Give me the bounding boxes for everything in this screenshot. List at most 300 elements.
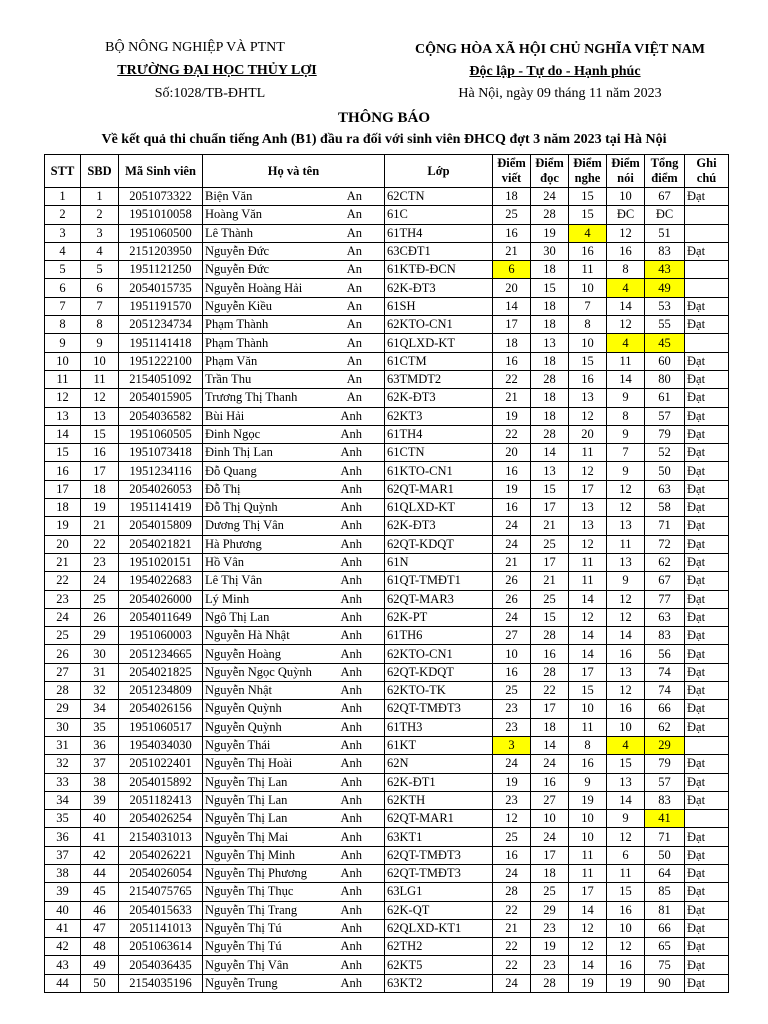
- sbd-cell: 11: [81, 370, 119, 388]
- full-name-cell: [203, 572, 385, 590]
- reading-score-cell: 28: [531, 663, 569, 681]
- sbd-cell: 42: [81, 846, 119, 864]
- stt-cell: 28: [45, 682, 81, 700]
- total-score-cell: 50: [645, 462, 685, 480]
- class-cell: 62QT-MAR1: [385, 480, 493, 498]
- note-cell: [685, 279, 729, 297]
- full-name-cell: [203, 334, 385, 352]
- listening-score-cell: 19: [569, 974, 607, 992]
- full-name-cell: [203, 370, 385, 388]
- given-name: Anh: [340, 628, 362, 643]
- writing-score-cell: 12: [493, 810, 531, 828]
- writing-score-cell: 22: [493, 425, 531, 443]
- surname: Nguyễn Nhật: [205, 683, 272, 698]
- note-cell: Đạt: [685, 682, 729, 700]
- reading-score-cell: 24: [531, 188, 569, 206]
- class-cell: 61SH: [385, 297, 493, 315]
- full-name-cell: [203, 462, 385, 480]
- listening-score-cell: 14: [569, 956, 607, 974]
- full-name-cell: [203, 755, 385, 773]
- given-name: Anh: [340, 884, 362, 899]
- listening-score-cell: 8: [569, 316, 607, 334]
- given-name: Anh: [340, 646, 362, 661]
- reading-score-cell: 14: [531, 444, 569, 462]
- surname: Nguyễn Hoàng: [205, 646, 282, 661]
- speaking-score-cell: 9: [607, 810, 645, 828]
- reading-score-cell: 15: [531, 480, 569, 498]
- table-row: [45, 755, 729, 773]
- total-score-cell: 64: [645, 864, 685, 882]
- sbd-cell: 40: [81, 810, 119, 828]
- note-cell: Đạt: [685, 846, 729, 864]
- surname: Phạm Thành: [205, 317, 269, 332]
- surname: Đinh Ngọc: [205, 427, 261, 441]
- student-id-cell: 2154051092: [119, 370, 203, 388]
- col-stt: STT: [45, 155, 81, 188]
- table-row: [45, 499, 729, 517]
- col-full-name: Họ và tên: [203, 155, 385, 188]
- class-cell: 62KTO-CN1: [385, 316, 493, 334]
- class-cell: 62KTH: [385, 791, 493, 809]
- speaking-score-cell: 8: [607, 261, 645, 279]
- speaking-score-cell: 10: [607, 718, 645, 736]
- speaking-score-cell: 10: [607, 919, 645, 937]
- student-id-cell: 2054015892: [119, 773, 203, 791]
- listening-score-cell: 13: [569, 389, 607, 407]
- given-name: Anh: [340, 591, 362, 606]
- total-score-cell: 74: [645, 682, 685, 700]
- student-id-cell: 2054021821: [119, 535, 203, 553]
- surname: Nguyễn Trung: [205, 975, 278, 990]
- note-cell: Đạt: [685, 901, 729, 919]
- surname: Lê Thành: [205, 225, 254, 240]
- note-cell: Đạt: [685, 828, 729, 846]
- stt-cell: 15: [45, 444, 81, 462]
- speaking-score-cell: 12: [607, 608, 645, 626]
- sbd-cell: 13: [81, 407, 119, 425]
- ministry-name: BỘ NÔNG NGHIỆP VÀ PTNT: [105, 40, 285, 55]
- stt-cell: 27: [45, 663, 81, 681]
- stt-cell: 12: [45, 389, 81, 407]
- stt-cell: 42: [45, 938, 81, 956]
- note-cell: [685, 261, 729, 279]
- listening-score-cell: 11: [569, 553, 607, 571]
- full-name-cell: [203, 224, 385, 242]
- speaking-score-cell: 4: [607, 334, 645, 352]
- writing-score-cell: 23: [493, 791, 531, 809]
- full-name-cell: [203, 938, 385, 956]
- speaking-score-cell: 6: [607, 846, 645, 864]
- note-cell: Đạt: [685, 938, 729, 956]
- stt-cell: 4: [45, 242, 81, 260]
- surname: Nguyễn Thị Mai: [205, 829, 289, 844]
- table-row: [45, 206, 729, 224]
- note-cell: Đạt: [685, 700, 729, 718]
- given-name: Anh: [340, 408, 362, 423]
- given-name: An: [346, 244, 362, 259]
- table-row: [45, 370, 729, 388]
- full-name-cell: [203, 919, 385, 937]
- full-name-cell: [203, 956, 385, 974]
- note-cell: [685, 334, 729, 352]
- table-row: [45, 773, 729, 791]
- stt-cell: 30: [45, 718, 81, 736]
- listening-score-cell: 19: [569, 791, 607, 809]
- sbd-cell: 34: [81, 700, 119, 718]
- sbd-cell: 32: [81, 682, 119, 700]
- listening-score-cell: 11: [569, 718, 607, 736]
- listening-score-cell: 8: [569, 736, 607, 754]
- student-id-cell: 2051141013: [119, 919, 203, 937]
- reading-score-cell: 19: [531, 224, 569, 242]
- surname: Dương Thị Vân: [205, 518, 284, 533]
- total-score-cell: 83: [645, 242, 685, 260]
- speaking-score-cell: 12: [607, 316, 645, 334]
- sbd-cell: 26: [81, 608, 119, 626]
- given-name: Anh: [340, 866, 362, 881]
- note-cell: Đạt: [685, 919, 729, 937]
- col-student-id: Mã Sinh viên: [119, 155, 203, 188]
- reading-score-cell: 15: [531, 608, 569, 626]
- note-cell: Đạt: [685, 627, 729, 645]
- writing-score-cell: 18: [493, 334, 531, 352]
- listening-score-cell: 10: [569, 828, 607, 846]
- reading-score-cell: 14: [531, 736, 569, 754]
- surname: Phạm Thành: [205, 335, 269, 350]
- full-name-cell: [203, 590, 385, 608]
- given-name: Anh: [340, 756, 362, 771]
- class-cell: 63KT1: [385, 828, 493, 846]
- surname: Nguyễn Thị Lan: [205, 792, 288, 807]
- col-class: Lớp: [385, 155, 493, 188]
- col-speaking: Điểm nói: [607, 155, 645, 188]
- full-name-cell: [203, 279, 385, 297]
- stt-cell: 11: [45, 370, 81, 388]
- stt-cell: 40: [45, 901, 81, 919]
- writing-score-cell: 21: [493, 553, 531, 571]
- speaking-score-cell: 13: [607, 517, 645, 535]
- stt-cell: 17: [45, 480, 81, 498]
- writing-score-cell: 23: [493, 718, 531, 736]
- given-name: Anh: [340, 427, 362, 441]
- table-row: [45, 224, 729, 242]
- total-score-cell: 63: [645, 480, 685, 498]
- given-name: Anh: [340, 811, 362, 826]
- listening-score-cell: 10: [569, 334, 607, 352]
- reading-score-cell: 18: [531, 718, 569, 736]
- full-name-cell: [203, 810, 385, 828]
- given-name: An: [346, 189, 362, 204]
- full-name-cell: [203, 535, 385, 553]
- total-score-cell: 79: [645, 425, 685, 443]
- sbd-cell: 6: [81, 279, 119, 297]
- results-table: [44, 154, 729, 993]
- stt-cell: 19: [45, 517, 81, 535]
- reading-score-cell: 28: [531, 974, 569, 992]
- stt-cell: 1: [45, 188, 81, 206]
- writing-score-cell: 16: [493, 352, 531, 370]
- table-row: [45, 334, 729, 352]
- full-name-cell: [203, 700, 385, 718]
- speaking-score-cell: 9: [607, 389, 645, 407]
- given-name: Anh: [340, 536, 362, 551]
- note-cell: Đạt: [685, 663, 729, 681]
- listening-score-cell: 12: [569, 535, 607, 553]
- given-name: Anh: [340, 573, 362, 588]
- writing-score-cell: 25: [493, 206, 531, 224]
- speaking-score-cell: 16: [607, 700, 645, 718]
- reading-score-cell: 10: [531, 810, 569, 828]
- student-id-cell: 1951141419: [119, 499, 203, 517]
- writing-score-cell: 27: [493, 627, 531, 645]
- table-row: [45, 736, 729, 754]
- given-name: Anh: [340, 463, 362, 478]
- given-name: Anh: [340, 500, 362, 515]
- total-score-cell: 77: [645, 590, 685, 608]
- class-cell: 62QT-KDQT: [385, 535, 493, 553]
- surname: Hồ Vân: [205, 555, 245, 570]
- total-score-cell: 41: [645, 810, 685, 828]
- writing-score-cell: 22: [493, 370, 531, 388]
- table-row: [45, 462, 729, 480]
- writing-score-cell: 19: [493, 407, 531, 425]
- sbd-cell: 19: [81, 499, 119, 517]
- sbd-cell: 9: [81, 334, 119, 352]
- full-name-cell: [203, 627, 385, 645]
- note-cell: Đạt: [685, 645, 729, 663]
- class-cell: 61TH4: [385, 425, 493, 443]
- writing-score-cell: 14: [493, 297, 531, 315]
- sbd-cell: 31: [81, 663, 119, 681]
- student-id-cell: 2051182413: [119, 791, 203, 809]
- surname: Trần Thu: [205, 372, 252, 387]
- writing-score-cell: 19: [493, 480, 531, 498]
- writing-score-cell: 10: [493, 645, 531, 663]
- given-name: An: [346, 353, 362, 368]
- surname: Nguyễn Thị Tú: [205, 921, 282, 936]
- writing-score-cell: 25: [493, 682, 531, 700]
- student-id-cell: 2054036582: [119, 407, 203, 425]
- listening-score-cell: 10: [569, 700, 607, 718]
- listening-score-cell: 15: [569, 206, 607, 224]
- note-cell: Đạt: [685, 389, 729, 407]
- table-row: [45, 279, 729, 297]
- writing-score-cell: 3: [493, 736, 531, 754]
- note-cell: Đạt: [685, 535, 729, 553]
- writing-score-cell: 21: [493, 242, 531, 260]
- col-total: Tổng điểm: [645, 155, 685, 188]
- listening-score-cell: 12: [569, 919, 607, 937]
- class-cell: 62KTO-TK: [385, 682, 493, 700]
- full-name-cell: [203, 846, 385, 864]
- sbd-cell: 10: [81, 352, 119, 370]
- listening-score-cell: 12: [569, 938, 607, 956]
- class-cell: 62N: [385, 755, 493, 773]
- note-cell: [685, 224, 729, 242]
- student-id-cell: 2054021825: [119, 663, 203, 681]
- reading-score-cell: 17: [531, 846, 569, 864]
- stt-cell: 29: [45, 700, 81, 718]
- writing-score-cell: 22: [493, 956, 531, 974]
- surname: Ngô Thị Lan: [205, 609, 270, 624]
- sbd-cell: 50: [81, 974, 119, 992]
- stt-cell: 20: [45, 535, 81, 553]
- sbd-cell: 2: [81, 206, 119, 224]
- surname: Nguyễn Thị Minh: [205, 847, 296, 862]
- stt-cell: 35: [45, 810, 81, 828]
- full-name-cell: [203, 974, 385, 992]
- student-id-cell: 1951010058: [119, 206, 203, 224]
- reading-score-cell: 21: [531, 517, 569, 535]
- stt-cell: 3: [45, 224, 81, 242]
- surname: Phạm Văn: [205, 353, 258, 368]
- stt-cell: 24: [45, 608, 81, 626]
- total-score-cell: 61: [645, 389, 685, 407]
- class-cell: 61N: [385, 553, 493, 571]
- student-id-cell: 1951222100: [119, 352, 203, 370]
- note-cell: Đạt: [685, 864, 729, 882]
- writing-score-cell: 23: [493, 700, 531, 718]
- table-row: [45, 883, 729, 901]
- note-cell: Đạt: [685, 974, 729, 992]
- document-number: Số:1028/TB-ĐHTL: [154, 86, 266, 101]
- reading-score-cell: 17: [531, 553, 569, 571]
- table-row: [45, 389, 729, 407]
- full-name-cell: [203, 242, 385, 260]
- note-cell: Đạt: [685, 370, 729, 388]
- writing-score-cell: 18: [493, 188, 531, 206]
- student-id-cell: 1951073418: [119, 444, 203, 462]
- given-name: An: [346, 207, 362, 222]
- stt-cell: 44: [45, 974, 81, 992]
- given-name: Anh: [340, 664, 362, 679]
- stt-cell: 39: [45, 883, 81, 901]
- writing-score-cell: 28: [493, 883, 531, 901]
- speaking-score-cell: 10: [607, 188, 645, 206]
- stt-cell: 36: [45, 828, 81, 846]
- class-cell: 62QT-TMĐT3: [385, 846, 493, 864]
- speaking-score-cell: 12: [607, 224, 645, 242]
- full-name-cell: [203, 773, 385, 791]
- stt-cell: 9: [45, 334, 81, 352]
- total-score-cell: 56: [645, 645, 685, 663]
- class-cell: 62KTO-CN1: [385, 645, 493, 663]
- student-id-cell: 2051234809: [119, 682, 203, 700]
- reading-score-cell: 28: [531, 425, 569, 443]
- table-row: [45, 663, 729, 681]
- speaking-score-cell: 14: [607, 370, 645, 388]
- student-id-cell: 2051073322: [119, 188, 203, 206]
- stt-cell: 26: [45, 645, 81, 663]
- note-cell: Đạt: [685, 297, 729, 315]
- listening-score-cell: 14: [569, 590, 607, 608]
- surname: Nguyễn Đức: [205, 244, 270, 259]
- total-score-cell: 43: [645, 261, 685, 279]
- sbd-cell: 46: [81, 901, 119, 919]
- speaking-score-cell: 4: [607, 736, 645, 754]
- reading-score-cell: 21: [531, 572, 569, 590]
- university-name: [92, 63, 342, 79]
- table-row: [45, 535, 729, 553]
- listening-score-cell: 4: [569, 224, 607, 242]
- stt-cell: 6: [45, 279, 81, 297]
- total-score-cell: 29: [645, 736, 685, 754]
- national-motto-text: Độc lập - Tự do - Hạnh phúc: [469, 64, 641, 79]
- page-title: THÔNG BÁO: [337, 110, 431, 126]
- country-name: CỘNG HÒA XÃ HỘI CHỦ NGHĨA VIỆT NAM: [414, 42, 705, 57]
- speaking-score-cell: 7: [607, 444, 645, 462]
- col-listening: Điểm nghe: [569, 155, 607, 188]
- surname: Nguyễn Hà Nhật: [205, 628, 290, 643]
- stt-cell: 8: [45, 316, 81, 334]
- surname: Nguyễn Thái: [205, 738, 271, 753]
- total-score-cell: 75: [645, 956, 685, 974]
- speaking-score-cell: 4: [607, 279, 645, 297]
- given-name: Anh: [340, 902, 362, 917]
- surname: Nguyễn Quỳnh: [205, 719, 282, 734]
- student-id-cell: 2054026221: [119, 846, 203, 864]
- student-id-cell: 2054036435: [119, 956, 203, 974]
- speaking-score-cell: 16: [607, 901, 645, 919]
- full-name-cell: [203, 480, 385, 498]
- speaking-score-cell: 12: [607, 590, 645, 608]
- col-sbd: SBD: [81, 155, 119, 188]
- reading-score-cell: 19: [531, 938, 569, 956]
- speaking-score-cell: 14: [607, 627, 645, 645]
- sbd-cell: 15: [81, 425, 119, 443]
- table-row: [45, 608, 729, 626]
- given-name: Anh: [340, 609, 362, 624]
- note-cell: Đạt: [685, 517, 729, 535]
- listening-score-cell: 14: [569, 627, 607, 645]
- given-name: An: [346, 335, 362, 350]
- sbd-cell: 39: [81, 791, 119, 809]
- sbd-cell: 48: [81, 938, 119, 956]
- table-row: [45, 645, 729, 663]
- stt-cell: 25: [45, 627, 81, 645]
- table-row: [45, 261, 729, 279]
- sbd-cell: 38: [81, 773, 119, 791]
- total-score-cell: 71: [645, 828, 685, 846]
- writing-score-cell: 24: [493, 608, 531, 626]
- total-score-cell: 79: [645, 755, 685, 773]
- given-name: An: [346, 372, 362, 387]
- reading-score-cell: 16: [531, 773, 569, 791]
- writing-score-cell: 26: [493, 572, 531, 590]
- table-row: [45, 242, 729, 260]
- sbd-cell: 3: [81, 224, 119, 242]
- class-cell: 62K-ĐT3: [385, 517, 493, 535]
- class-cell: 62K-ĐT1: [385, 773, 493, 791]
- total-score-cell: 60: [645, 352, 685, 370]
- listening-score-cell: 10: [569, 279, 607, 297]
- table-body: [45, 188, 729, 993]
- full-name-cell: [203, 736, 385, 754]
- class-cell: 62QLXD-KT1: [385, 919, 493, 937]
- listening-score-cell: 16: [569, 755, 607, 773]
- table-row: [45, 682, 729, 700]
- table-row: [45, 810, 729, 828]
- total-score-cell: 62: [645, 718, 685, 736]
- listening-score-cell: 10: [569, 810, 607, 828]
- speaking-score-cell: 16: [607, 242, 645, 260]
- reading-score-cell: 18: [531, 407, 569, 425]
- given-name: An: [346, 317, 362, 332]
- surname: Trương Thị Thanh: [205, 390, 298, 405]
- given-name: Anh: [340, 719, 362, 734]
- sbd-cell: 49: [81, 956, 119, 974]
- stt-cell: 16: [45, 462, 81, 480]
